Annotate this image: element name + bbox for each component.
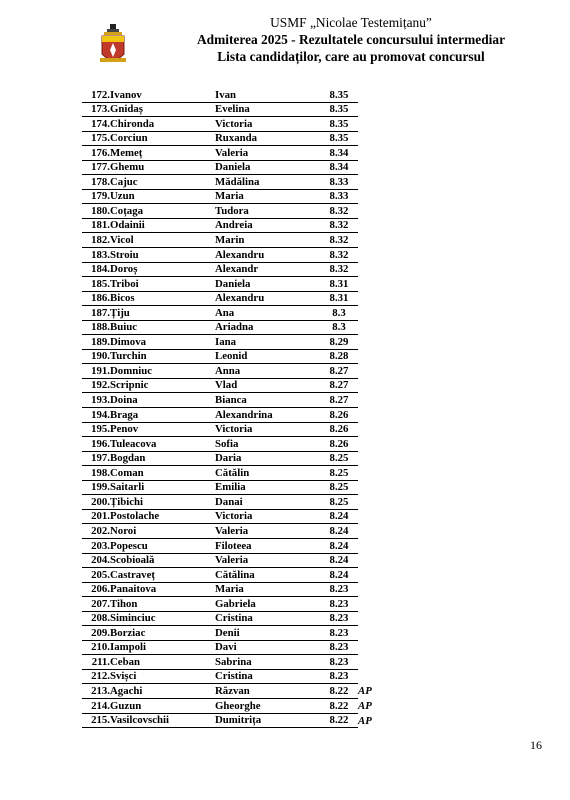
- note: [358, 582, 398, 597]
- last-name: Vicol: [110, 233, 215, 248]
- candidates-table: [82, 88, 398, 728]
- last-name: Popescu: [110, 538, 215, 553]
- note: [358, 189, 398, 204]
- row-number: 179.: [82, 189, 110, 204]
- table-row: [82, 175, 398, 190]
- note: [358, 568, 398, 583]
- score: 8.24: [320, 509, 358, 524]
- score: 8.23: [320, 655, 358, 670]
- row-number: 197.: [82, 451, 110, 466]
- note: [358, 378, 398, 393]
- score: 8.35: [320, 117, 358, 132]
- score: 8.28: [320, 349, 358, 364]
- first-name: Mădălina: [215, 175, 320, 190]
- first-name: Alexandru: [215, 291, 320, 306]
- row-number: 193.: [82, 393, 110, 408]
- first-name: Ana: [215, 306, 320, 321]
- last-name: Doina: [110, 393, 215, 408]
- note: [358, 422, 398, 437]
- row-number: 204.: [82, 553, 110, 568]
- last-name: Penov: [110, 422, 215, 437]
- first-name: Dumitrița: [215, 713, 320, 728]
- table-row: [82, 669, 398, 684]
- score: 8.25: [320, 495, 358, 510]
- last-name: Dimova: [110, 335, 215, 350]
- first-name: Danai: [215, 495, 320, 510]
- first-name: Sabrina: [215, 655, 320, 670]
- row-number: 203.: [82, 538, 110, 553]
- row-number: 211.: [82, 655, 110, 670]
- first-name: Valeria: [215, 524, 320, 539]
- score: 8.35: [320, 88, 358, 102]
- first-name: Cătălina: [215, 568, 320, 583]
- first-name: Alexandr: [215, 262, 320, 277]
- note: [358, 669, 398, 684]
- row-number: 185.: [82, 277, 110, 292]
- row-number: 187.: [82, 306, 110, 321]
- table-row: [82, 451, 398, 466]
- row-number: 180.: [82, 204, 110, 219]
- last-name: Postolache: [110, 509, 215, 524]
- score: 8.27: [320, 364, 358, 379]
- row-number: 207.: [82, 597, 110, 612]
- score: 8.34: [320, 160, 358, 175]
- score: 8.25: [320, 466, 358, 481]
- first-name: Maria: [215, 582, 320, 597]
- last-name: Cajuc: [110, 175, 215, 190]
- score: 8.24: [320, 538, 358, 553]
- note: [358, 102, 398, 117]
- row-number: 213.: [82, 684, 110, 699]
- note: AP: [358, 700, 372, 713]
- table-row: [82, 480, 398, 495]
- last-name: Svișci: [110, 669, 215, 684]
- table-row: [82, 713, 398, 728]
- row-number: 191.: [82, 364, 110, 379]
- first-name: Vlad: [215, 378, 320, 393]
- row-number: 184.: [82, 262, 110, 277]
- note: [358, 175, 398, 190]
- first-name: Tudora: [215, 204, 320, 219]
- note: [358, 204, 398, 219]
- row-number: 182.: [82, 233, 110, 248]
- score: 8.29: [320, 335, 358, 350]
- table-row: [82, 364, 398, 379]
- row-number: 202.: [82, 524, 110, 539]
- table-row: [82, 117, 398, 132]
- first-name: Gabriela: [215, 597, 320, 612]
- score: 8.26: [320, 408, 358, 423]
- note: [358, 248, 398, 263]
- table-row: [82, 509, 398, 524]
- note: [358, 160, 398, 175]
- note: [358, 466, 398, 481]
- note: [358, 262, 398, 277]
- table-row: [82, 393, 398, 408]
- table-row: [82, 378, 398, 393]
- table-row: [82, 248, 398, 263]
- first-name: Cristina: [215, 611, 320, 626]
- university-crest-icon: [100, 24, 126, 66]
- document-subtitle: Admiterea 2025 - Rezultatele concursului intermediar: [196, 32, 506, 47]
- last-name: Noroi: [110, 524, 215, 539]
- row-number: 192.: [82, 378, 110, 393]
- row-number: 190.: [82, 349, 110, 364]
- candidates-table-body: [82, 88, 398, 728]
- row-number: 176.: [82, 146, 110, 161]
- note: [358, 146, 398, 161]
- note: [358, 451, 398, 466]
- table-row: [82, 466, 398, 481]
- first-name: Andreia: [215, 218, 320, 233]
- last-name: Guzun: [110, 698, 215, 713]
- score: 8.22: [320, 698, 358, 713]
- score: 8.34: [320, 146, 358, 161]
- first-name: Filoteea: [215, 538, 320, 553]
- score: 8.23: [320, 640, 358, 655]
- last-name: Panaitova: [110, 582, 215, 597]
- first-name: Bianca: [215, 393, 320, 408]
- first-name: Alexandru: [215, 248, 320, 263]
- row-number: 189.: [82, 335, 110, 350]
- first-name: Victoria: [215, 509, 320, 524]
- score: 8.3: [320, 320, 358, 335]
- score: 8.23: [320, 669, 358, 684]
- first-name: Daniela: [215, 160, 320, 175]
- first-name: Sofia: [215, 437, 320, 452]
- note: [358, 640, 398, 655]
- score: 8.25: [320, 480, 358, 495]
- table-row: [82, 262, 398, 277]
- last-name: Doroș: [110, 262, 215, 277]
- row-number: 206.: [82, 582, 110, 597]
- score: 8.23: [320, 597, 358, 612]
- last-name: Buiuc: [110, 320, 215, 335]
- note: [358, 655, 398, 670]
- institution-name: USMF „Nicolae Testemițanu”: [270, 15, 432, 30]
- table-row: [82, 684, 398, 699]
- table-row: [82, 655, 398, 670]
- row-number: 209.: [82, 626, 110, 641]
- first-name: Marin: [215, 233, 320, 248]
- last-name: Agachi: [110, 684, 215, 699]
- note: [358, 538, 398, 553]
- last-name: Memeț: [110, 146, 215, 161]
- first-name: Daniela: [215, 277, 320, 292]
- row-number: 196.: [82, 437, 110, 452]
- note: AP: [358, 685, 372, 698]
- score: 8.24: [320, 524, 358, 539]
- score: 8.33: [320, 175, 358, 190]
- row-number: 195.: [82, 422, 110, 437]
- table-row: [82, 495, 398, 510]
- score: 8.31: [320, 291, 358, 306]
- list-title: Lista candidaților, care au promovat concursul: [217, 49, 485, 64]
- table-row: [82, 422, 398, 437]
- first-name: Daria: [215, 451, 320, 466]
- row-number: 210.: [82, 640, 110, 655]
- note: [358, 88, 398, 102]
- note: [358, 480, 398, 495]
- table-row: [82, 349, 398, 364]
- note: [358, 611, 398, 626]
- note: [358, 524, 398, 539]
- last-name: Corciun: [110, 131, 215, 146]
- table-row: [82, 611, 398, 626]
- row-number: 208.: [82, 611, 110, 626]
- row-number: 181.: [82, 218, 110, 233]
- first-name: Leonid: [215, 349, 320, 364]
- last-name: Coman: [110, 466, 215, 481]
- first-name: Valeria: [215, 553, 320, 568]
- last-name: Saitarli: [110, 480, 215, 495]
- table-row: [82, 524, 398, 539]
- last-name: Ivanov: [110, 88, 215, 102]
- row-number: 173.: [82, 102, 110, 117]
- score: 8.22: [320, 684, 358, 699]
- score: 8.35: [320, 131, 358, 146]
- last-name: Stroiu: [110, 248, 215, 263]
- row-number: 215.: [82, 713, 110, 728]
- score: 8.31: [320, 277, 358, 292]
- first-name: Cristina: [215, 669, 320, 684]
- note: [358, 306, 398, 321]
- last-name: Țibichi: [110, 495, 215, 510]
- row-number: 172.: [82, 88, 110, 102]
- first-name: Davi: [215, 640, 320, 655]
- score: 8.27: [320, 393, 358, 408]
- row-number: 201.: [82, 509, 110, 524]
- first-name: Răzvan: [215, 684, 320, 699]
- note: [358, 233, 398, 248]
- table-row: [82, 640, 398, 655]
- score: 8.23: [320, 626, 358, 641]
- last-name: Odainii: [110, 218, 215, 233]
- table-row: [82, 160, 398, 175]
- last-name: Domniuc: [110, 364, 215, 379]
- row-number: 175.: [82, 131, 110, 146]
- first-name: Iana: [215, 335, 320, 350]
- first-name: Denii: [215, 626, 320, 641]
- table-row: [82, 320, 398, 335]
- row-number: 200.: [82, 495, 110, 510]
- note: [358, 364, 398, 379]
- table-row: [82, 626, 398, 641]
- score: 8.24: [320, 568, 358, 583]
- last-name: Bogdan: [110, 451, 215, 466]
- row-number: 188.: [82, 320, 110, 335]
- first-name: Victoria: [215, 117, 320, 132]
- row-number: 177.: [82, 160, 110, 175]
- score: 8.22: [320, 713, 358, 728]
- note: [358, 131, 398, 146]
- note: [358, 117, 398, 132]
- table-row: [82, 306, 398, 321]
- table-row: [82, 131, 398, 146]
- table-row: [82, 102, 398, 117]
- score: 8.24: [320, 553, 358, 568]
- note: [358, 218, 398, 233]
- row-number: 212.: [82, 669, 110, 684]
- last-name: Borziac: [110, 626, 215, 641]
- row-number: 194.: [82, 408, 110, 423]
- row-number: 174.: [82, 117, 110, 132]
- last-name: Vasilcovschii: [110, 713, 215, 728]
- table-row: [82, 204, 398, 219]
- note: [358, 393, 398, 408]
- note: [358, 277, 398, 292]
- row-number: 186.: [82, 291, 110, 306]
- note: [358, 495, 398, 510]
- table-row: [82, 437, 398, 452]
- note: [358, 626, 398, 641]
- last-name: Scripnic: [110, 378, 215, 393]
- last-name: Siminciuc: [110, 611, 215, 626]
- table-row: [82, 233, 398, 248]
- table-row: [82, 582, 398, 597]
- score: 8.32: [320, 248, 358, 263]
- score: 8.32: [320, 262, 358, 277]
- table-row: [82, 553, 398, 568]
- first-name: Anna: [215, 364, 320, 379]
- last-name: Tihon: [110, 597, 215, 612]
- last-name: Uzun: [110, 189, 215, 204]
- note: [358, 349, 398, 364]
- row-number: 183.: [82, 248, 110, 263]
- last-name: Triboi: [110, 277, 215, 292]
- first-name: Alexandrina: [215, 408, 320, 423]
- table-row: [82, 698, 398, 713]
- score: 8.32: [320, 233, 358, 248]
- row-number: 199.: [82, 480, 110, 495]
- note: [358, 335, 398, 350]
- score: 8.26: [320, 437, 358, 452]
- first-name: Evelina: [215, 102, 320, 117]
- table-row: [82, 277, 398, 292]
- last-name: Turchin: [110, 349, 215, 364]
- row-number: 178.: [82, 175, 110, 190]
- score: 8.23: [320, 611, 358, 626]
- table-row: [82, 88, 398, 102]
- last-name: Chironda: [110, 117, 215, 132]
- last-name: Castraveț: [110, 568, 215, 583]
- table-row: [82, 189, 398, 204]
- table-row: [82, 335, 398, 350]
- last-name: Scobioală: [110, 553, 215, 568]
- score: 8.35: [320, 102, 358, 117]
- row-number: 198.: [82, 466, 110, 481]
- table-row: [82, 146, 398, 161]
- table-row: [82, 291, 398, 306]
- note: [358, 291, 398, 306]
- last-name: Ghemu: [110, 160, 215, 175]
- first-name: Victoria: [215, 422, 320, 437]
- page-number: 16: [530, 738, 542, 752]
- first-name: Cătălin: [215, 466, 320, 481]
- note: [358, 553, 398, 568]
- score: 8.23: [320, 582, 358, 597]
- last-name: Bicos: [110, 291, 215, 306]
- score: 8.32: [320, 218, 358, 233]
- score: 8.32: [320, 204, 358, 219]
- table-row: [82, 218, 398, 233]
- row-number: 214.: [82, 698, 110, 713]
- score: 8.33: [320, 189, 358, 204]
- first-name: Maria: [215, 189, 320, 204]
- note: [358, 320, 398, 335]
- last-name: Braga: [110, 408, 215, 423]
- first-name: Valeria: [215, 146, 320, 161]
- first-name: Ruxanda: [215, 131, 320, 146]
- table-row: [82, 597, 398, 612]
- page-header: [0, 14, 570, 78]
- note: [358, 509, 398, 524]
- table-row: [82, 568, 398, 583]
- last-name: Ceban: [110, 655, 215, 670]
- row-number: 205.: [82, 568, 110, 583]
- first-name: Emilia: [215, 480, 320, 495]
- table-row: [82, 408, 398, 423]
- last-name: Iampoli: [110, 640, 215, 655]
- score: 8.26: [320, 422, 358, 437]
- first-name: Ivan: [215, 88, 320, 102]
- score: 8.3: [320, 306, 358, 321]
- note: [358, 437, 398, 452]
- last-name: Tuleacova: [110, 437, 215, 452]
- score: 8.27: [320, 378, 358, 393]
- last-name: Coțaga: [110, 204, 215, 219]
- note: [358, 408, 398, 423]
- first-name: Ariadna: [215, 320, 320, 335]
- score: 8.25: [320, 451, 358, 466]
- note: AP: [358, 714, 372, 727]
- table-row: [82, 538, 398, 553]
- first-name: Gheorghe: [215, 698, 320, 713]
- note: [358, 597, 398, 612]
- last-name: Țiju: [110, 306, 215, 321]
- last-name: Gnidaș: [110, 102, 215, 117]
